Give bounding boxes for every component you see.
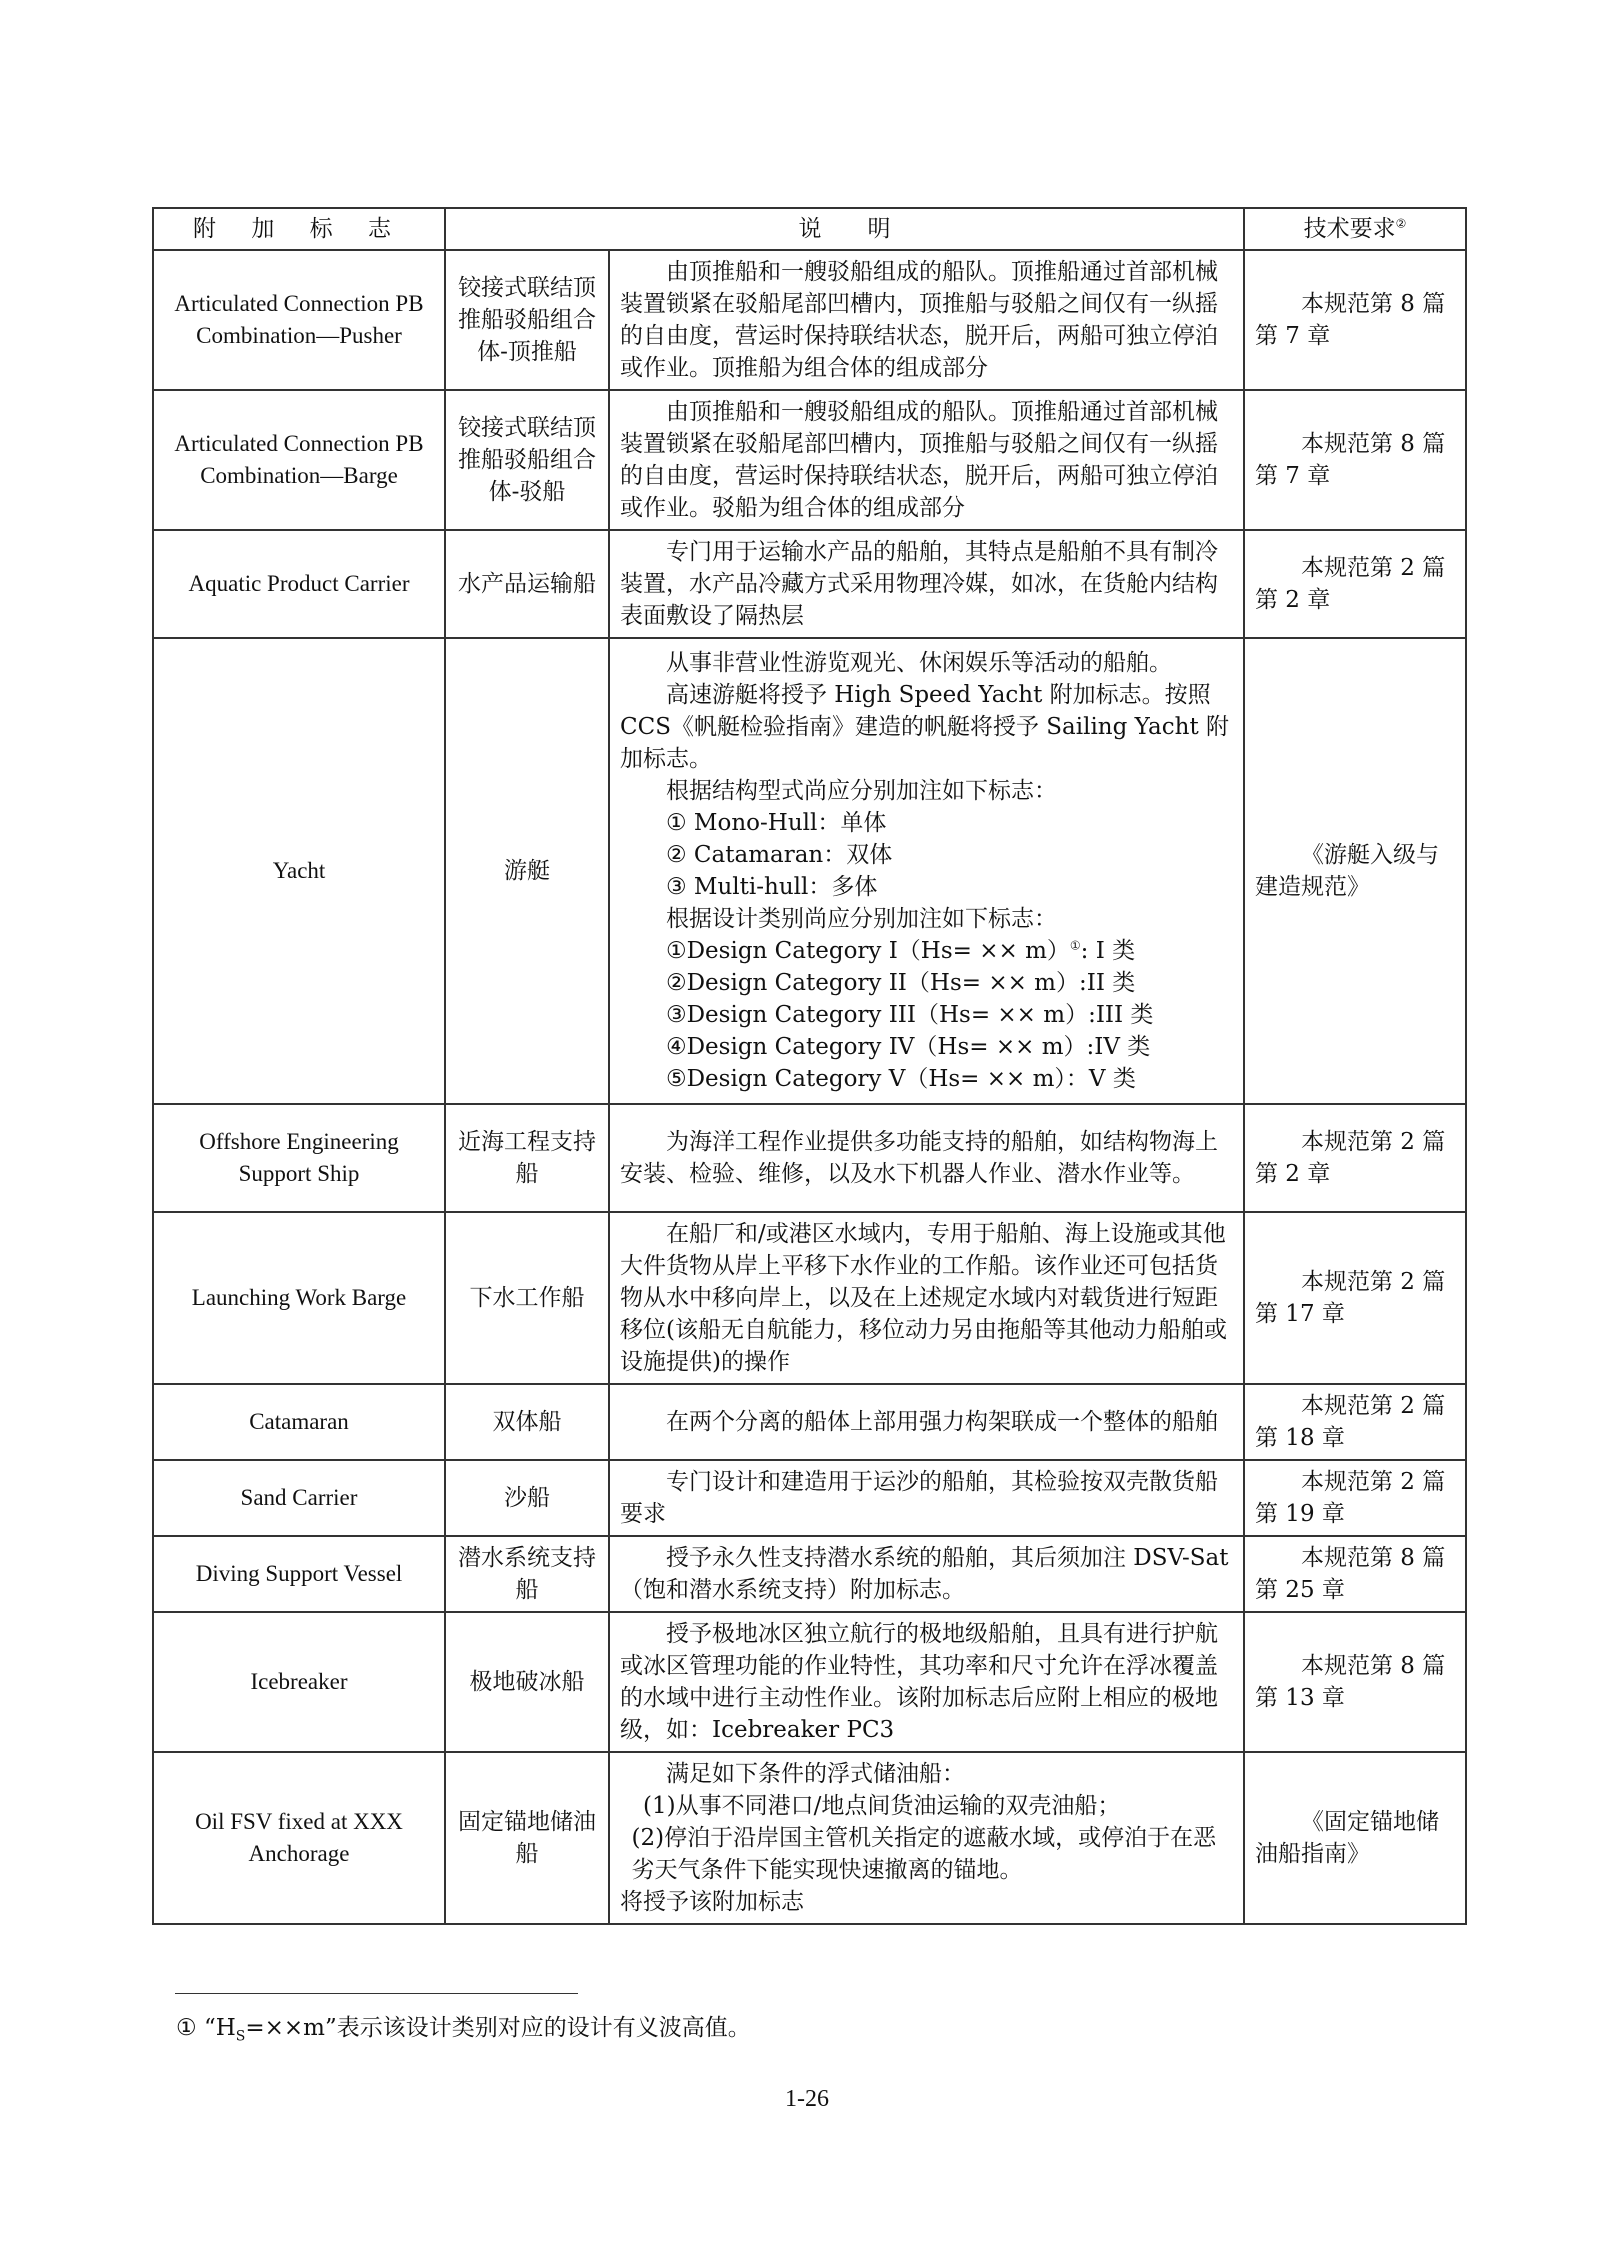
notation-description: 由顶推船和一艘驳船组成的船队。顶推船通过首部机械装置锁紧在驳船尾部凹槽内，顶推船与驳船之间仅有一纵摇的自由度，营运时保持联结状态，脱开后，两船可独立停泊或作业。驳船为组合体的组成部分	[609, 390, 1244, 530]
notation-zh: 沙船	[445, 1460, 609, 1536]
notation-table	[152, 207, 1467, 1925]
table-row	[153, 250, 1466, 390]
notation-description: 在两个分离的船体上部用强力构架联成一个整体的船舶	[609, 1384, 1244, 1460]
desc-line: ③ Multi-hull：多体	[666, 874, 878, 900]
technical-requirement: 本规范第 2 篇第 2 章	[1244, 530, 1466, 638]
technical-requirement: 本规范第 2 篇第 19 章	[1244, 1460, 1466, 1536]
notation-description: 授予永久性支持潜水系统的船舶，其后须加注 DSV-Sat（饱和潜水系统支持）附加标志。	[609, 1536, 1244, 1612]
notation-zh: 铰接式联结顶推船驳船组合体-驳船	[445, 390, 609, 530]
desc-line: 根据设计类别尚应分别加注如下标志：	[666, 906, 1057, 932]
technical-requirement: 本规范第 8 篇第 7 章	[1244, 250, 1466, 390]
footnote: ① “$H_S=\times\times m$”表示该设计类别对应的设计有义波高值。	[176, 2015, 751, 2045]
desc-line: (2)停泊于沿岸国主管机关指定的遮蔽水域，或停泊于在恶劣天气条件下能实现快速撤离的锚地。	[631, 1825, 1217, 1883]
notation-en: Sand Carrier	[153, 1460, 445, 1536]
technical-requirement: 《游艇入级与建造规范》	[1244, 638, 1466, 1104]
notation-en: Icebreaker	[153, 1612, 445, 1752]
technical-requirement: 《固定锚地储油船指南》	[1244, 1752, 1466, 1924]
desc-line: 满足如下条件的浮式储油船：	[666, 1761, 965, 1787]
notation-description	[609, 1752, 1244, 1924]
desc-line: ⑤Design Category V（Hs= ×× m）：V 类	[666, 1066, 1136, 1092]
table-row	[153, 1104, 1466, 1212]
notation-en: Offshore Engineering Support Ship	[153, 1104, 445, 1212]
technical-requirement: 本规范第 2 篇第 17 章	[1244, 1212, 1466, 1384]
notation-description	[609, 638, 1244, 1104]
notation-description: 由顶推船和一艘驳船组成的船队。顶推船通过首部机械装置锁紧在驳船尾部凹槽内，顶推船与驳船之间仅有一纵摇的自由度，营运时保持联结状态，脱开后，两船可独立停泊或作业。顶推船为组合体的组成部分	[609, 250, 1244, 390]
notation-en: Diving Support Vessel	[153, 1536, 445, 1612]
notation-zh: 铰接式联结顶推船驳船组合体-顶推船	[445, 250, 609, 390]
footnote-marker: ①	[176, 2015, 197, 2041]
notation-zh: 潜水系统支持船	[445, 1536, 609, 1612]
header-requirements: 技术要求②	[1244, 208, 1466, 250]
notation-en: Oil FSV fixed at XXX Anchorage	[153, 1752, 445, 1924]
notation-en: Articulated Connection PB Combination—Barge	[153, 390, 445, 530]
table-row	[153, 1752, 1466, 1924]
table-row	[153, 1536, 1466, 1612]
notation-zh: 游艇	[445, 638, 609, 1104]
technical-requirement: 本规范第 8 篇第 7 章	[1244, 390, 1466, 530]
table-header-row	[153, 208, 1466, 250]
notation-description: 专门用于运输水产品的船舶，其特点是船舶不具有制冷装置，水产品冷藏方式采用物理冷媒，如冰，在货舱内结构表面敷设了隔热层	[609, 530, 1244, 638]
desc-line: ① Mono-Hull：单体	[666, 810, 887, 836]
desc-line: 将授予该附加标志	[620, 1889, 804, 1915]
notation-zh: 水产品运输船	[445, 530, 609, 638]
page-number: 1-26	[785, 2086, 829, 2112]
desc-line: ② Catamaran：双体	[666, 842, 893, 868]
notation-description: 为海洋工程作业提供多功能支持的船舶，如结构物海上安装、检验、维修，以及水下机器人作业、潜水作业等。	[609, 1104, 1244, 1212]
footnote-ref: ①	[1069, 938, 1081, 953]
footnote-separator	[175, 1993, 578, 1994]
notation-zh: 近海工程支持船	[445, 1104, 609, 1212]
notation-description: 在船厂和/或港区水域内，专用于船舶、海上设施或其他大件货物从岸上平移下水作业的工作船。该作业还可包括货物从水中移向岸上，以及在上述规定水域内对载货进行短距移位(该船无自航能力，移位动力另由拖船等其他动力船舶或设施提供)的操作	[609, 1212, 1244, 1384]
notation-zh: 固定锚地储油船	[445, 1752, 609, 1924]
table-row	[153, 1384, 1466, 1460]
desc-line: ①Design Category I（Hs= ×× m）①: I 类	[666, 938, 1136, 964]
footnote-ref: ②	[1395, 216, 1407, 231]
technical-requirement: 本规范第 2 篇第 18 章	[1244, 1384, 1466, 1460]
notation-en: Aquatic Product Carrier	[153, 530, 445, 638]
desc-line: (1)从事不同港口/地点间货油运输的双壳油船；	[643, 1793, 1121, 1819]
desc-line: 根据结构型式尚应分别加注如下标志：	[666, 778, 1057, 804]
header-notation: 附 加 标 志	[153, 208, 445, 250]
desc-line: ②Design Category II（Hs= ×× m）:II 类	[666, 970, 1136, 996]
desc-line: ③Design Category III（Hs= ×× m）:III 类	[666, 1002, 1154, 1028]
technical-requirement: 本规范第 8 篇第 13 章	[1244, 1612, 1466, 1752]
notation-zh: 极地破冰船	[445, 1612, 609, 1752]
header-description: 说 明	[445, 208, 1244, 250]
table-row	[153, 530, 1466, 638]
table-row	[153, 1460, 1466, 1536]
notation-description: 专门设计和建造用于运沙的船舶，其检验按双壳散货船要求	[609, 1460, 1244, 1536]
notation-description: 授予极地冰区独立航行的极地级船舶，且具有进行护航或冰区管理功能的作业特性，其功率和尺寸允许在浮冰覆盖的水域中进行主动性作业。该附加标志后应附上相应的极地级，如：Icebreaker PC3	[609, 1612, 1244, 1752]
table-row	[153, 390, 1466, 530]
desc-line: 从事非营业性游览观光、休闲娱乐等活动的船舶。	[666, 650, 1172, 676]
notation-en: Yacht	[153, 638, 445, 1104]
desc-line: ④Design Category IV（Hs= ×× m）:IV 类	[666, 1034, 1151, 1060]
table-row	[153, 1612, 1466, 1752]
table-row	[153, 1212, 1466, 1384]
notation-en: Catamaran	[153, 1384, 445, 1460]
notation-zh: 双体船	[445, 1384, 609, 1460]
desc-line: 高速游艇将授予 High Speed Yacht 附加标志。按照 CCS《帆艇检验指南》建造的帆艇将授予 Sailing Yacht 附加标志。	[620, 682, 1230, 772]
table-row	[153, 638, 1466, 1104]
notation-zh: 下水工作船	[445, 1212, 609, 1384]
notation-en: Articulated Connection PB Combination—Pusher	[153, 250, 445, 390]
notation-en: Launching Work Barge	[153, 1212, 445, 1384]
technical-requirement: 本规范第 8 篇第 25 章	[1244, 1536, 1466, 1612]
technical-requirement: 本规范第 2 篇第 2 章	[1244, 1104, 1466, 1212]
